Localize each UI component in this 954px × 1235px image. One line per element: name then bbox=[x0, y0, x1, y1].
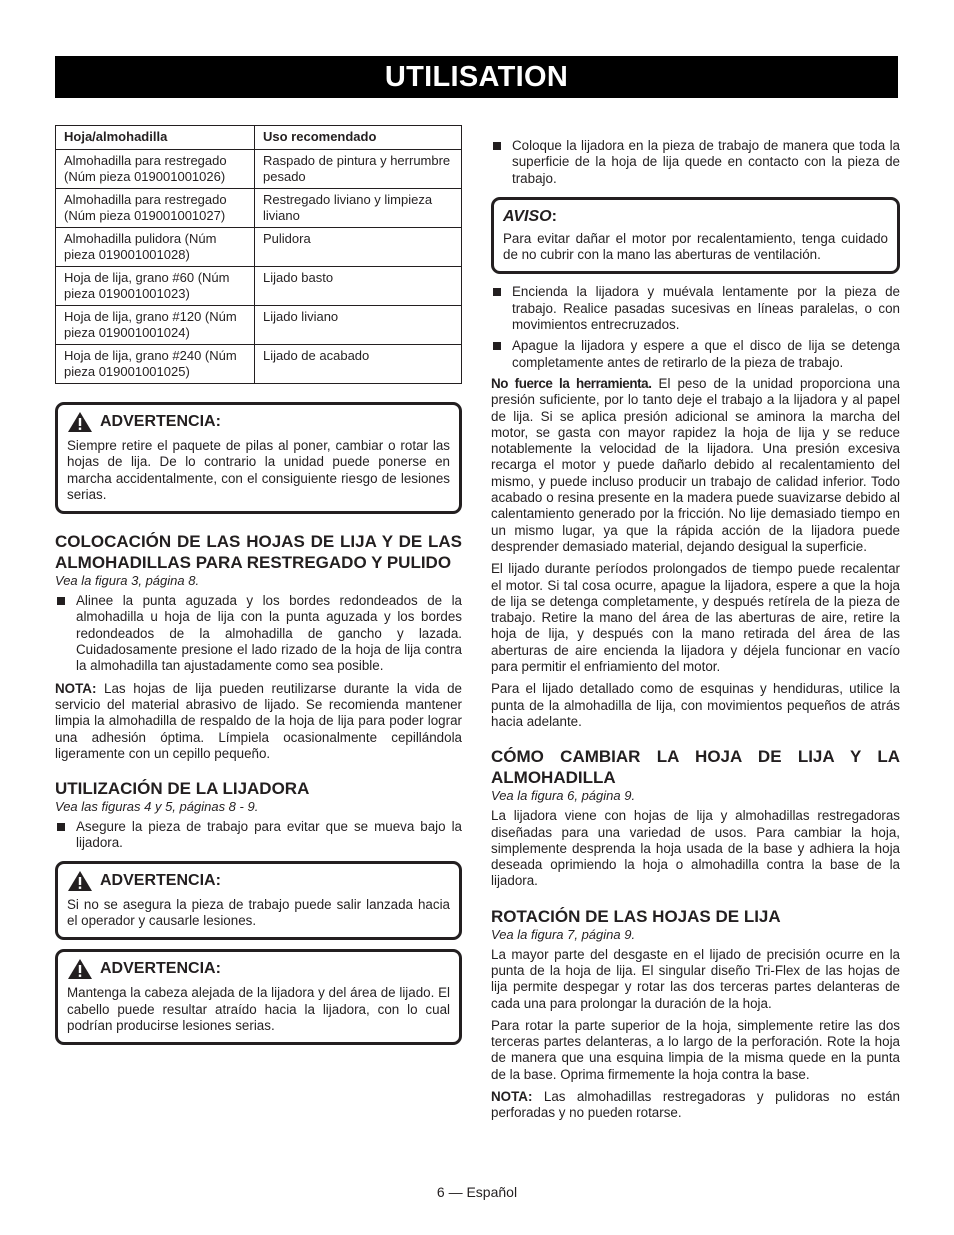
warning-title: ADVERTENCIA: bbox=[100, 871, 221, 889]
notice-box-ventilation: AVISO : Para evitar dañar el motor por recalentamiento, tenga cuidado de no cubrir con la mano las aberturas de ventilación. bbox=[491, 197, 900, 275]
warning-text: Mantenga la cabeza alejada de la lijadora y del área de lijado. El cabello puede resultar atraído hacia la lijadora, con lo cual podrían producirse lesiones serias. bbox=[67, 985, 450, 1033]
table-cell-item: Almohadilla para restregado (Núm pieza 019001001026) bbox=[56, 150, 255, 189]
list-item: Apague la lijadora y espere a que el disco de lija se detenga completamente antes de retirarlo de la pieza de trabajo. bbox=[491, 338, 900, 371]
table-cell-use: Lijado basto bbox=[255, 267, 462, 306]
section-title-colocacion: COLOCACIÓN DE LAS HOJAS DE LIJA Y DE LAS ALMOHADILLAS PARA RESTREGADO Y PULIDO bbox=[55, 532, 462, 573]
table-header-row bbox=[56, 126, 462, 150]
table-cell-use: Raspado de pintura y herrumbre pesado bbox=[255, 150, 462, 189]
list-item: Asegure la pieza de trabajo para evitar que se mueva bajo la lijadora. bbox=[55, 819, 462, 852]
section-title-utilizacion: UTILIZACIÓN DE LA LIJADORA bbox=[55, 779, 310, 799]
warning-triangle-icon bbox=[67, 411, 93, 433]
table-cell-item: Almohadilla pulidora (Núm pieza 019001001028) bbox=[56, 228, 255, 267]
warning-text: Si no se asegura la pieza de trabajo puede salir lanzada hacia el operador y causarle lesiones. bbox=[67, 896, 450, 929]
table-header-item: Hoja/almohadilla bbox=[56, 126, 255, 150]
notice-title: AVISO bbox=[503, 207, 552, 225]
bullet-square-icon bbox=[493, 142, 501, 150]
paragraph-no-force: No fuerce la herramienta. El peso de la unidad proporciona una presión suficiente, por lo tanto deje el trabajo a la lijadora y al papel de lija. Si se aplica presión adicional se aminora la marcha del motor, se gasta con mayor rapidez la hoja de lija y se reduce notablemente la velocidad de la lijadora. Una presión excesiva recarga el motor y puede dañarlo debido al recalentamiento del mismo, y puede incluso producir un trabajo de calidad inferior. Todo acabado o resina presente en la madera puede suavizarse debido al calentamiento generado por la fricción. No lije demasiado tiempo en un mismo lugar, ya que la rápida acción de la lijadora puede desprender demasiado material, dejando desigual la superficie. bbox=[491, 375, 901, 554]
list-item: Coloque la lijadora en la pieza de trabajo de manera que toda la superficie de la hoja de lija quede en contacto con la pieza de trabajo. bbox=[491, 138, 900, 187]
page-banner-title: UTILISATION bbox=[55, 56, 898, 98]
table-row bbox=[56, 150, 462, 189]
list-item: Alinee la punta aguzada y los bordes redondeados de la almohadilla u hoja de lija con la punta aguzada y los bordes redondeados de la almohadilla de gancho y lazada. Cuidadosamente presione el lado rizado de la hoja de lija contra la almohadilla tan ajustadamente como sea posible. bbox=[55, 593, 462, 674]
left-flow bbox=[55, 402, 462, 1054]
table-cell-item: Hoja de lija, grano #60 (Núm pieza 019001001023) bbox=[56, 267, 255, 306]
table-row bbox=[56, 267, 462, 306]
page-footer: 6 — Español bbox=[436, 1184, 518, 1200]
paragraph-detail-sanding: Para el lijado detallado como de esquinas y hendiduras, utilice la punta de la almohadilla de lija, con movimientos pequeños de atrás hacia adelante. bbox=[491, 681, 900, 729]
table-cell-use: Lijado liviano bbox=[255, 306, 462, 345]
table-cell-use: Pulidora bbox=[255, 228, 462, 267]
section-title-cambiar: CÓMO CAMBIAR LA HOJA DE LIJA Y LA ALMOHADILLA bbox=[491, 747, 900, 788]
paragraph-change-sheet: La lijadora viene con hojas de lija y almohadillas restregadoras diseñadas para una variedad de usos. Para cambiar la hoja, simplemente desprenda la hoja usada de la base y adhiera la hoja deseada oprimiendo la hoja o almohadilla contra la base de la lijadora. bbox=[491, 808, 900, 889]
warning-title: ADVERTENCIA: bbox=[100, 960, 221, 978]
figure-reference: Vea la figura 3, página 8. bbox=[55, 573, 200, 589]
bullet-square-icon bbox=[493, 342, 501, 350]
paragraph-rotation-wear: La mayor parte del desgaste en el lijado de precisión ocurre en la punta de la hoja de lija. El singular diseño Tri-Flex de las hojas de lija permite despegar y rotar las dos terceras partes delanteras de cada una para prolongar la duración de la hoja. bbox=[491, 946, 900, 1011]
warning-title: ADVERTENCIA: bbox=[100, 413, 221, 430]
table-row bbox=[56, 228, 462, 267]
warning-triangle-icon bbox=[67, 958, 93, 980]
table-cell-item: Hoja de lija, grano #120 (Núm pieza 019001001024) bbox=[56, 306, 255, 345]
paragraph-rotation-steps: Para rotar la parte superior de la hoja, simplemente retire las dos terceras partes delanteras, a lo largo de la perforación. Rote la hoja de manera que una esquina limpia de la misma quede en la punta de la base. Oprima firmemente la hoja contra la base. bbox=[491, 1017, 900, 1082]
warning-text: Siempre retire el paquete de pilas al poner, cambiar o rotar las hojas de lija. De lo contrario la unidad puede ponerse en marcha accidentalmente, con el consiguiente riesgo de lesiones serias. bbox=[67, 438, 450, 502]
warning-triangle-icon bbox=[67, 870, 93, 892]
figure-reference: Vea las figuras 4 y 5, páginas 8 - 9. bbox=[55, 799, 259, 815]
table-cell-item: Hoja de lija, grano #240 (Núm pieza 019001001025) bbox=[56, 345, 255, 384]
recommended-use-table bbox=[55, 125, 462, 384]
warning-box-pack-removal bbox=[55, 402, 462, 514]
table-row bbox=[56, 306, 462, 345]
bullet-square-icon bbox=[57, 823, 65, 831]
notice-text: Para evitar dañar el motor por recalentamiento, tenga cuidado de no cubrir con la mano las aberturas de ventilación. bbox=[503, 230, 888, 263]
table-cell-use: Restregado liviano y limpieza liviano bbox=[255, 189, 462, 228]
table-row bbox=[56, 189, 462, 228]
table-cell-item: Almohadilla para restregado (Núm pieza 019001001027) bbox=[56, 189, 255, 228]
figure-reference: Vea la figura 7, página 9. bbox=[491, 926, 636, 942]
table-row bbox=[56, 345, 462, 384]
list-item: Encienda la lijadora y muévala lentamente por la pieza de trabajo. Realice pasadas sucesivas en líneas paralelas, o con movimientos entrecruzados. bbox=[491, 284, 900, 333]
note-paragraph: NOTA: Las hojas de lija pueden reutilizarse durante la vida de servicio del material abrasivo de lijado. Se recomienda mantener limpia la almohadilla de respaldo de la hoja de lija para poder lograr una adhesión óptima. Límpiela ocasionalmente cepillándola ligeramente con un cepillo pequeño. bbox=[55, 680, 462, 761]
note-paragraph: NOTA: Las almohadillas restregadoras y pulidoras no están perforadas y no pueden rotarse. bbox=[491, 1089, 900, 1121]
right-column bbox=[491, 138, 900, 1128]
figure-reference: Vea la figura 6, página 9. bbox=[491, 788, 636, 804]
table-cell-use: Lijado de acabado bbox=[255, 345, 462, 384]
bullet-square-icon bbox=[57, 597, 65, 605]
warning-box-hair bbox=[55, 949, 462, 1045]
paragraph-overheating: El lijado durante períodos prolongados de tiempo puede recalentar el motor. Si tal cosa ocurre, apague la lijadora, espere a que la hoja de lija se detenga completamente, y después retírela de la pieza de trabajo. Retire la mano del área de las aberturas de aire, retire la hoja de lija, y después con la mano retirada del área de las aberturas de aire encienda la lijadora y déjela funcionar en vacío para permitir el enfriamiento del motor. bbox=[491, 561, 900, 675]
bullet-square-icon bbox=[493, 288, 501, 296]
table-header-use: Uso recomendado bbox=[255, 126, 462, 150]
warning-box-secure-workpiece bbox=[55, 861, 462, 941]
section-title-rotacion: ROTACIÓN DE LAS HOJAS DE LIJA bbox=[491, 906, 781, 926]
